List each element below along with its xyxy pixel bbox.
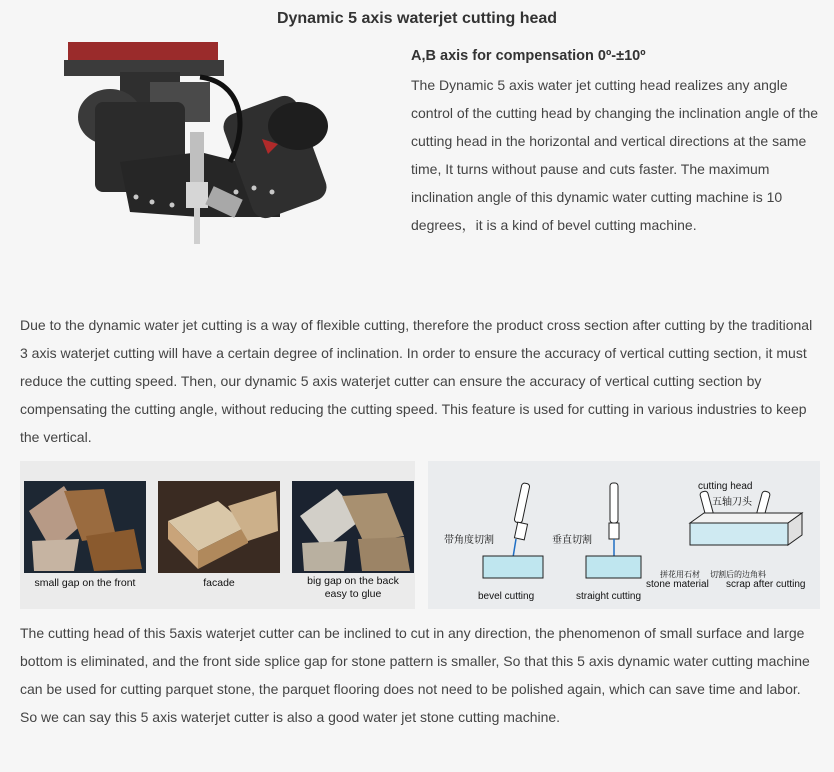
- cutting-diagram-figure: [428, 461, 820, 609]
- caption-easy-glue: easy to glue: [324, 588, 382, 600]
- caption-bevel-cutting: bevel cutting: [478, 591, 535, 602]
- caption-scrap: scrap after cutting: [726, 579, 806, 590]
- caption-stone-material: stone material: [646, 579, 709, 590]
- small-gap-photo: [24, 481, 146, 573]
- caption-small-gap: small gap on the front: [34, 577, 136, 589]
- applications-paragraph: The cutting head of this 5axis waterjet cutter can be inclined to cut in any direction, the phenomenon of small surface and large bottom is eliminated, and the front side splice gap for stone pattern is smaller, So that this 5 axis dynamic water cutting machine can be used for cutting parquet stone, the parquet flooring does not need to be polished again, which can save time and labor. So we can say this 5 axis waterjet cutter is also a good water jet stone cutting machine.: [20, 625, 810, 725]
- label-stone-zh: 拼花用石材: [660, 570, 700, 579]
- intro-paragraph: The Dynamic 5 axis water jet cutting head realizes any angle control of the cutting head by changing the inclination angle of the cutting head in the horizontal and vertical directions at the same time, It turns without pause and cuts faster. The maximum inclination angle of this dynamic water cutting machine is 10 degrees，it is a kind of bevel cutting machine.: [411, 77, 819, 233]
- facade-photo: [158, 481, 280, 573]
- stone-samples-figure: [20, 461, 415, 609]
- compensation-subtitle: A,B axis for compensation 0º-±10º: [411, 48, 646, 64]
- cutting-accuracy-paragraph: Due to the dynamic water jet cutting is a way of flexible cutting, therefore the product cross section after cutting by the traditional 3 axis waterjet cutting will have a certain degree of inclination. In order to ensure the accuracy of vertical cutting section, it must reduce the cutting speed. Then, our dynamic 5 axis waterjet cutter can ensure the accuracy of vertical cutting section by compensating the cutting angle, without reducing the cutting speed. This feature is used for cutting in various industries to keep the vertical.: [20, 317, 813, 445]
- label-straight-zh: 垂直切割: [552, 535, 592, 546]
- caption-big-gap: big gap on the back: [307, 575, 399, 587]
- label-cutting-head: cutting head: [698, 481, 753, 492]
- caption-straight-cutting: straight cutting: [576, 591, 642, 602]
- label-bevel-zh: 带角度切割: [444, 535, 494, 546]
- cutting-head-image: [40, 42, 360, 257]
- big-gap-photo: [292, 481, 414, 573]
- label-scrap-zh: 切割后的边角料: [710, 570, 766, 579]
- caption-facade: facade: [203, 577, 235, 589]
- page-title: Dynamic 5 axis waterjet cutting head: [276, 10, 558, 27]
- label-head-zh: 五轴刀头: [712, 497, 752, 508]
